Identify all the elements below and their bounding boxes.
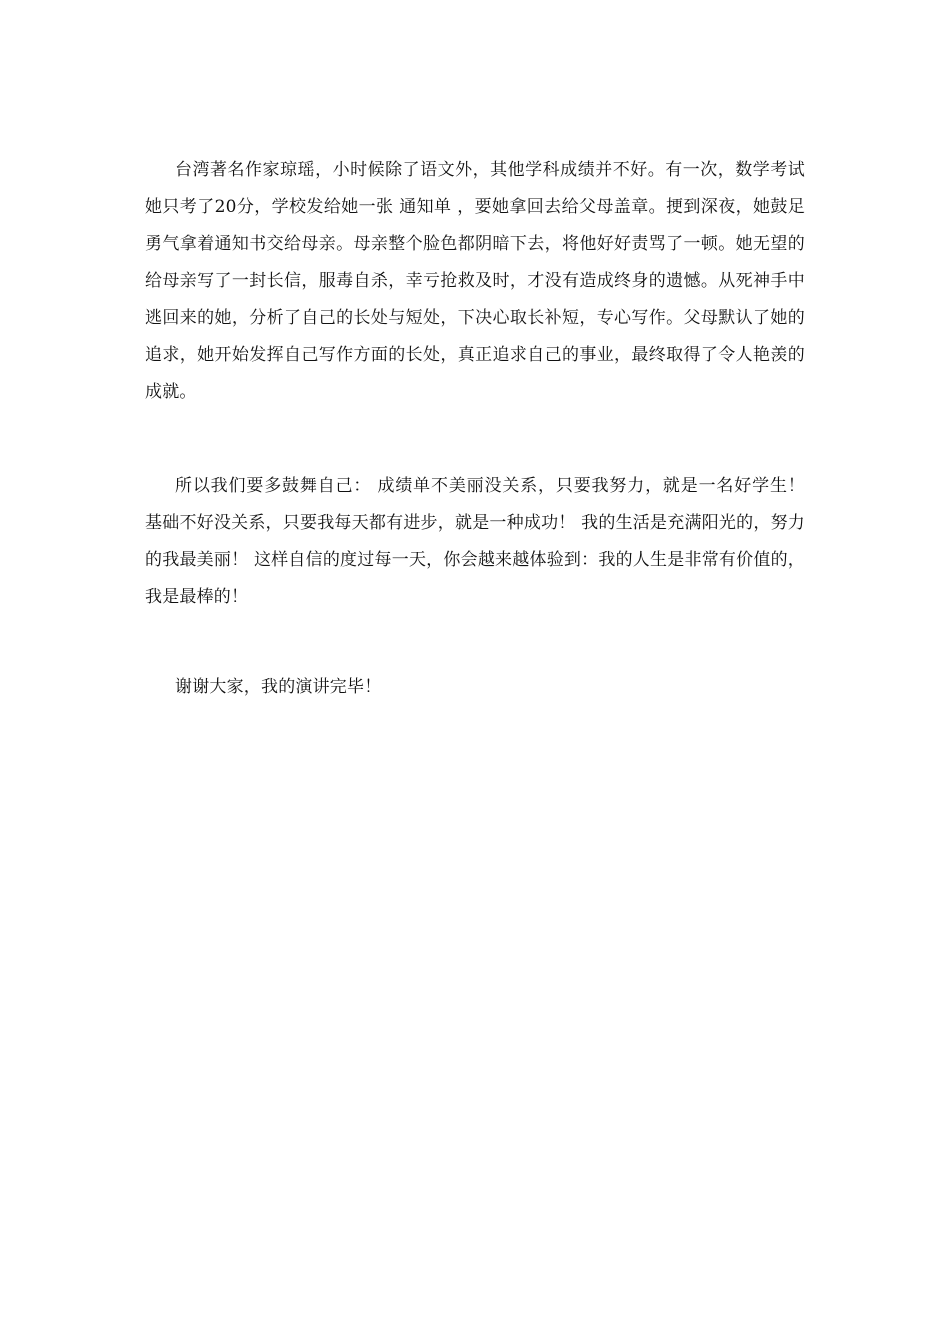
- document-body: [145, 152, 805, 706]
- paragraph-closing: 谢谢大家，我的演讲完毕！: [175, 677, 382, 697]
- paragraph-encouragement: 所以我们要多鼓舞自己： 成绩单不美丽没关系，只要我努力，就是一名好学生！ 基础不好没关系，只要我每天都有进步，就是一种成功！ 我的生活是充满阳光的，努力的我最美丽！ 这样自信的度过每一天，你会越来越体验到：我的人生是非常有价值的，我是最棒的！: [145, 476, 805, 607]
- paragraph-story: 台湾著名作家琼瑶，小时候除了语文外，其他学科成绩并不好。有一次，数学考试她只考了20分，学校发给她一张 通知单 ，要她拿回去给父母盖章。挭到深夜，她鼓足勇气拿着通知书交给母亲。母亲整个脸色都阴暗下去，将他好好责骂了一顿。她无望的给母亲写了一封长信，服毒自杀，幸亏抢救及时，才没有造成终身的遗憾。从死神手中逃回来的她，分析了自己的长处与短处，下决心取长补短，专心写作。父母默认了她的追求，她开始发挥自己写作方面的长处，真正追求自己的事业，最终取得了令人艳羡的成就。: [145, 160, 805, 402]
- paragraph-spacer: [145, 411, 805, 468]
- paragraph-spacer: [145, 616, 805, 669]
